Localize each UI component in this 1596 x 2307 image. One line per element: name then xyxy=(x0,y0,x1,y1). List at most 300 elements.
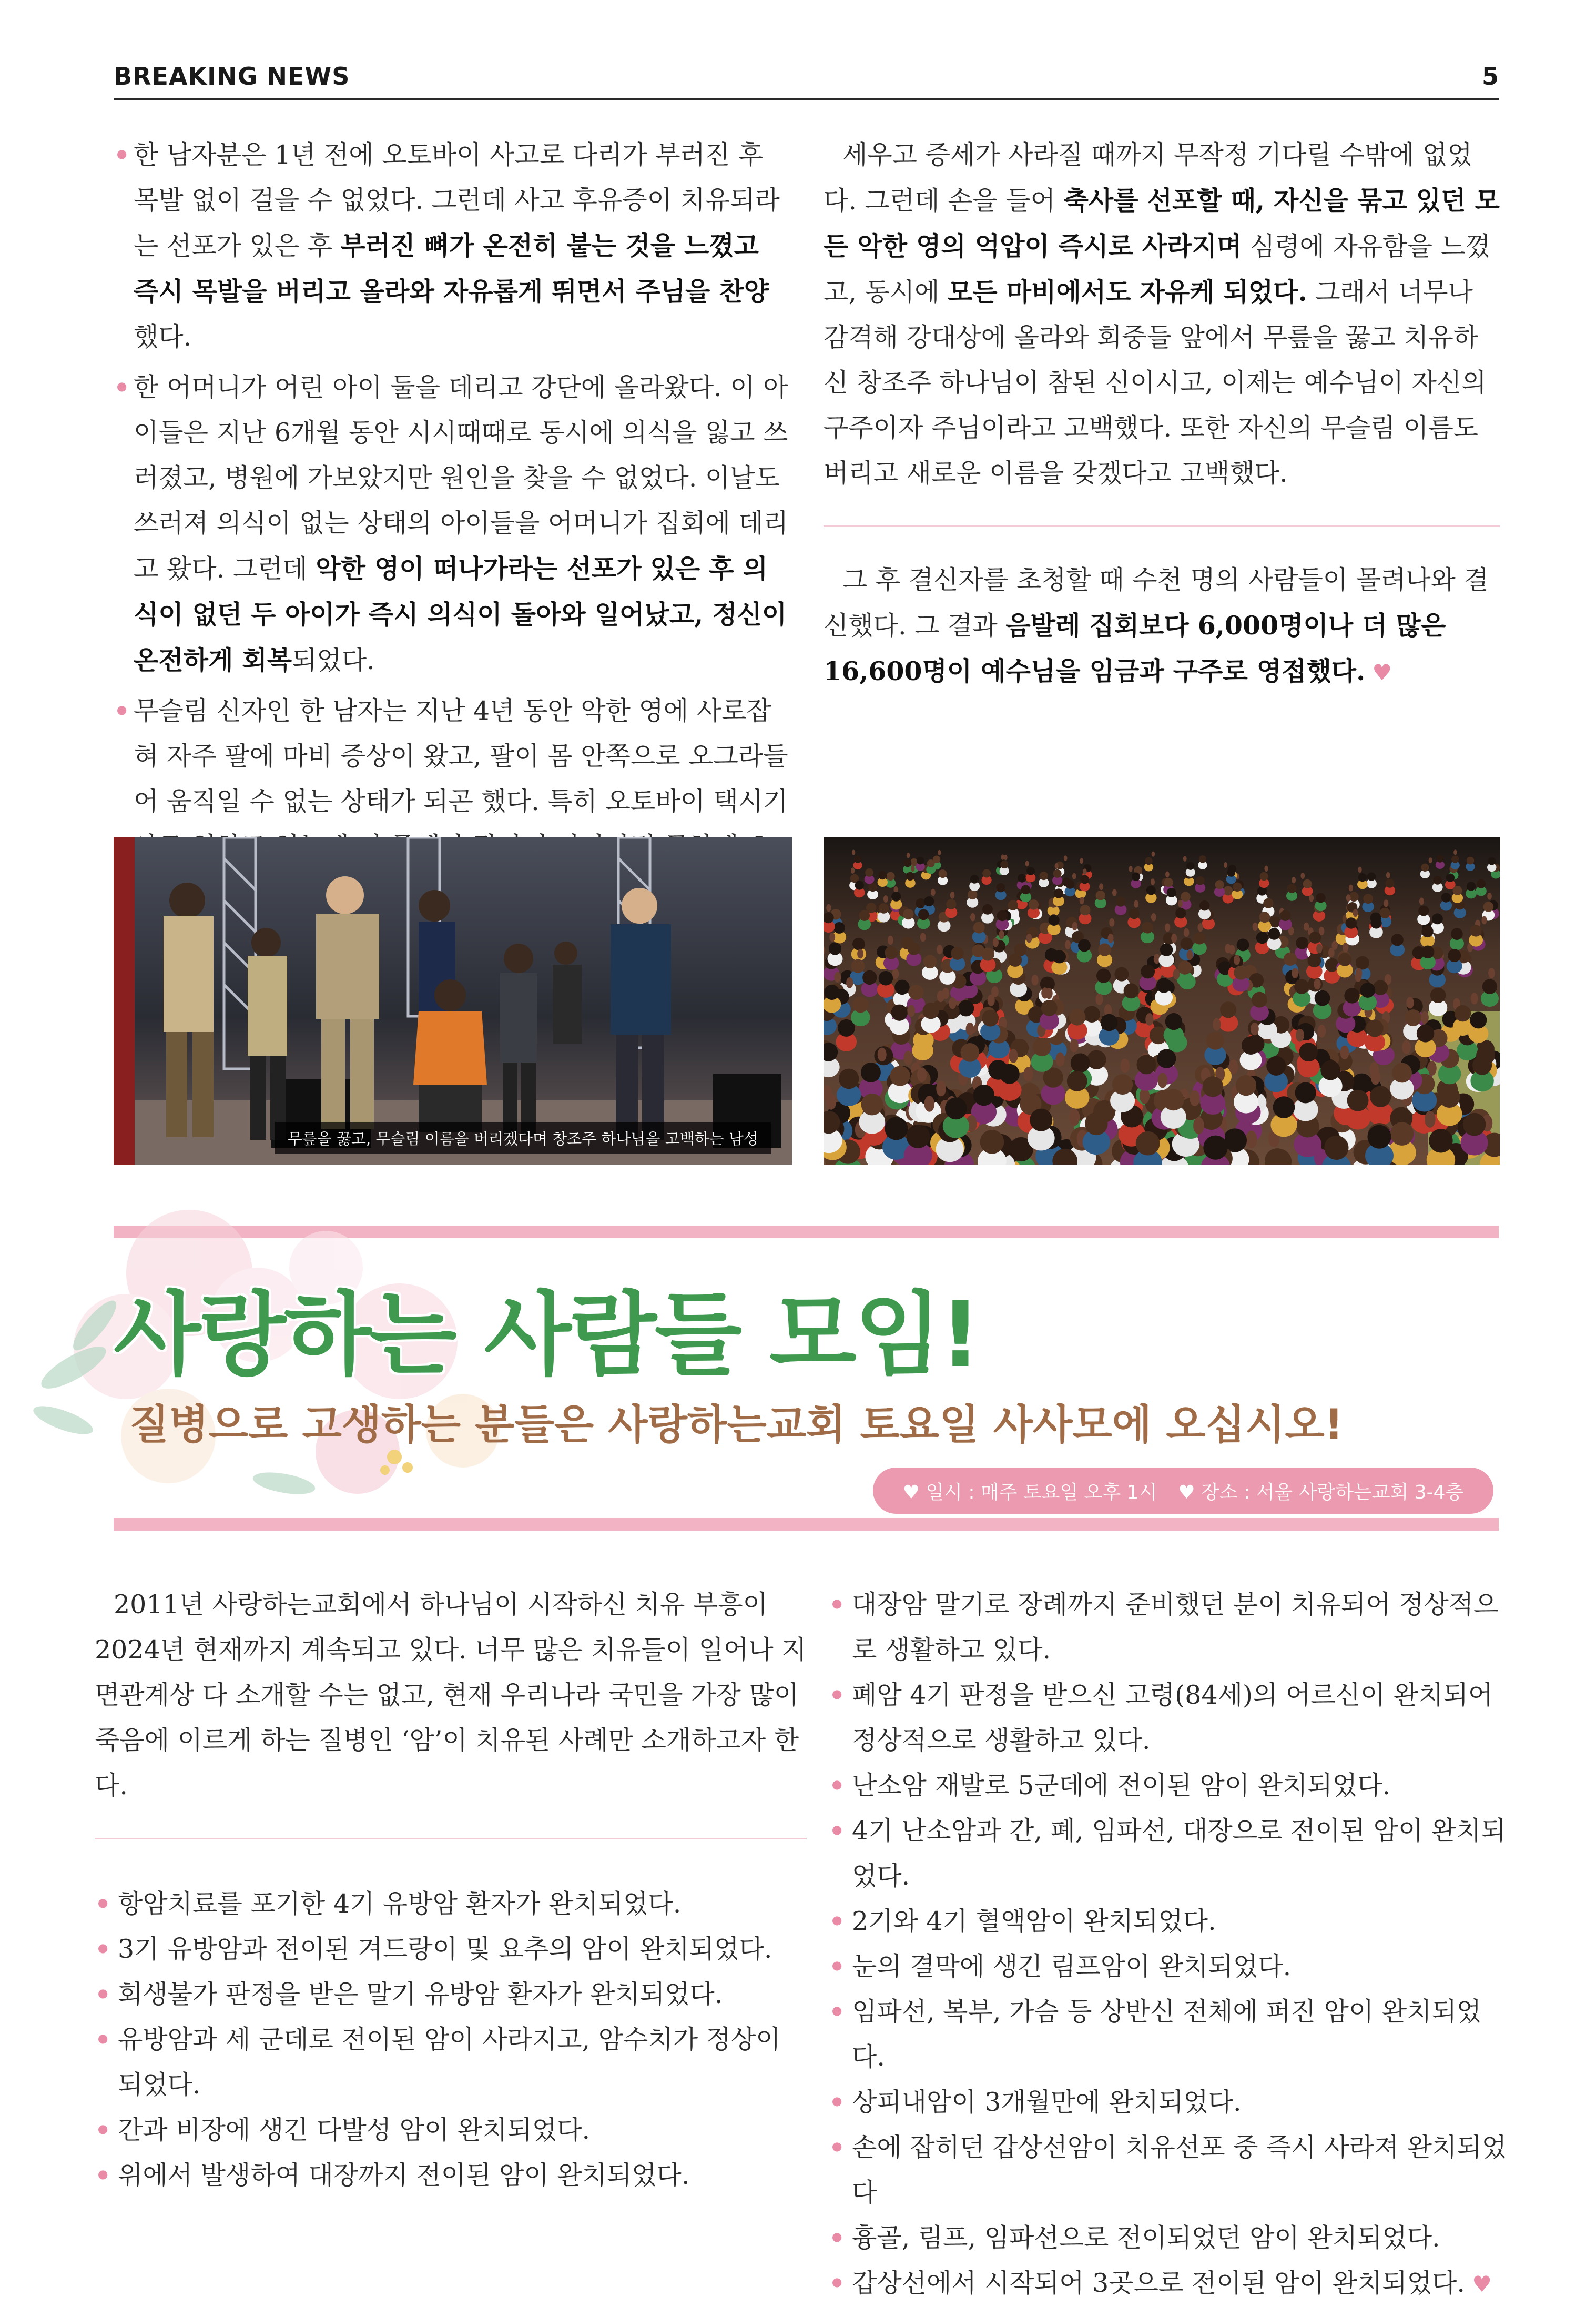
list-item-text: 손에 잡히던 갑상선암이 치유선포 중 즉시 사라져 완치되었다 xyxy=(852,2132,1507,2208)
crowd-figure xyxy=(1453,849,1457,855)
crowd-figure xyxy=(1292,968,1298,978)
list-item xyxy=(829,2080,1507,2125)
crowd-figure xyxy=(927,859,935,867)
crowd-figure xyxy=(951,947,964,960)
crowd-figure xyxy=(1165,1013,1182,1030)
crowd-figure xyxy=(1429,857,1432,863)
banner-bottom-bar xyxy=(114,1518,1499,1531)
crowd-figure xyxy=(1236,1075,1256,1096)
bullet-icon: • xyxy=(829,2087,846,2118)
crowd-figure xyxy=(1346,894,1351,902)
crowd-figure xyxy=(829,933,835,942)
crowd-figure xyxy=(923,1003,939,1019)
crowd-figure xyxy=(920,933,926,942)
crowd-figure xyxy=(1260,872,1268,881)
crowd-figure xyxy=(1087,1050,1106,1069)
crowd-figure xyxy=(1234,955,1240,965)
crowd-figure xyxy=(1023,1067,1033,1082)
list-item xyxy=(829,2125,1507,2215)
crowd-figure xyxy=(1370,1086,1391,1107)
crowd-figure xyxy=(1142,922,1153,934)
list-item xyxy=(95,1972,807,2017)
crowd-figure xyxy=(891,1005,908,1021)
crowd-figure xyxy=(1064,855,1068,861)
crowd-figure xyxy=(1136,1055,1156,1074)
crowd-figure xyxy=(1178,900,1183,907)
crowd-figure xyxy=(1482,979,1497,994)
bullet-icon: • xyxy=(95,2115,111,2146)
crowd-figure xyxy=(1441,893,1451,903)
list-item-text: 임파선, 복부, 가슴 등 상반신 전체에 퍼진 암이 완치되었다. xyxy=(852,1997,1482,2072)
crowd-figure xyxy=(1343,943,1348,952)
crowd-figure xyxy=(1197,923,1203,932)
article-column-right xyxy=(824,133,1500,695)
bullet-icon: • xyxy=(829,1590,846,1620)
crowd-figure xyxy=(1186,862,1194,870)
crowd-figure xyxy=(906,1125,930,1148)
page-number: 5 xyxy=(1481,62,1499,90)
crowd-figure xyxy=(1439,1086,1460,1108)
crowd-figure xyxy=(885,946,898,959)
article-conclusion xyxy=(824,558,1500,695)
crowd-figure xyxy=(1220,1001,1236,1018)
list-item xyxy=(95,2153,807,2198)
crowd-figure xyxy=(950,892,955,899)
stage-photo xyxy=(114,837,792,1165)
crowd-figure xyxy=(879,971,893,985)
crowd-figure xyxy=(1114,967,1129,982)
crowd-figure xyxy=(1158,1073,1167,1088)
crowd-figure xyxy=(1346,917,1357,928)
crowd-figure xyxy=(1053,950,1066,963)
crowd-figure xyxy=(1331,940,1337,950)
crowd-figure xyxy=(1116,897,1126,907)
crowd-figure xyxy=(1206,1031,1224,1049)
crowd-figure xyxy=(966,1023,974,1035)
crowd-figure xyxy=(1181,892,1191,902)
crowd-figure xyxy=(1190,1090,1199,1106)
crowd-figure xyxy=(861,1094,883,1115)
crowd-figure xyxy=(1256,932,1268,944)
crowd-figure xyxy=(1296,937,1308,949)
crowd-figure xyxy=(917,857,924,865)
emphasis-text: 축사를 선포할 때, 자신을 묶고 있던 모든 악한 영의 억압이 즉시로 사라지며 xyxy=(824,185,1500,261)
list-item-text: 유방암과 세 군데로 전이된 암이 사라지고, 암수치가 정상이 되었다. xyxy=(118,2025,781,2100)
crowd-figure xyxy=(1009,1049,1018,1063)
event-place: ♥ 장소 : 서울 사랑하는교회 3-4층 xyxy=(1178,1481,1464,1503)
crowd-figure xyxy=(1101,1014,1117,1031)
crowd-figure xyxy=(1193,932,1205,944)
crowd-figure xyxy=(1347,1090,1369,1111)
divider xyxy=(824,525,1500,527)
crowd-figure xyxy=(1488,857,1496,865)
section-title: BREAKING NEWS xyxy=(114,62,350,90)
crowd-figure xyxy=(1268,928,1280,940)
crowd-figure xyxy=(982,1010,999,1027)
event-info-pill xyxy=(873,1468,1493,1514)
crowd-figure xyxy=(1029,899,1039,909)
crowd-figure xyxy=(1344,988,1359,1003)
list-item xyxy=(95,1881,807,1927)
crowd-figure xyxy=(829,942,841,955)
crowd-figure xyxy=(1124,983,1139,998)
crowd-figure xyxy=(1390,1122,1414,1146)
crowd-figure xyxy=(1234,966,1248,980)
crowd-figure xyxy=(885,1117,908,1140)
crowd-figure xyxy=(1320,1060,1340,1080)
crowd-figure xyxy=(1069,1109,1080,1126)
crowd-figure xyxy=(1132,873,1140,881)
crowd-figure xyxy=(988,995,995,1006)
crowd-figure xyxy=(1152,852,1155,857)
crowd-figure xyxy=(1187,950,1193,960)
list-item xyxy=(829,1763,1507,1808)
crowd-figure xyxy=(1392,1063,1412,1083)
crowd-figure xyxy=(1421,1011,1429,1024)
crowd-figure xyxy=(1129,866,1132,872)
crowd-figure xyxy=(1165,871,1170,877)
crowd-figure xyxy=(1367,872,1376,881)
crowd-figure xyxy=(958,1000,974,1017)
crowd-figure xyxy=(1083,868,1086,875)
crowd-figure xyxy=(1108,934,1114,943)
crowd-figure xyxy=(946,899,956,909)
crowd-figure xyxy=(1096,891,1105,900)
bullet-icon: • xyxy=(95,2160,111,2191)
crowd-figure xyxy=(1112,1074,1133,1095)
crowd-figure xyxy=(961,1043,980,1062)
crowd-figure xyxy=(1229,1059,1238,1074)
list-item-text: 3기 유방암과 전이된 겨드랑이 및 요추의 암이 완치되었다. xyxy=(118,1934,772,1964)
crowd-figure xyxy=(1263,898,1273,908)
crowd-figure xyxy=(851,867,855,874)
crowd-figure xyxy=(1470,1011,1487,1028)
body-text: 한 남자분은 1년 전에 오토바이 사고로 다리가 부러진 후 목발 없이 걸을 수 없었다. 그런데 사고 후유증이 치유되라는 선포가 있은 후 xyxy=(134,140,780,261)
crowd-figure xyxy=(1467,882,1476,891)
body-text: 한 어머니가 어린 아이 둘을 데리고 강단에 올라왔다. 이 아이들은 지난 6개월 동안 시시때때로 동시에 의식을 잃고 쓰러졌고, 병원에 가보았지만 원인을 찾을 수 없었다. 이날도 쓰러져 의식이 없는 상태의 아이들을 어머니가 집회에 데리고 왔다. 그런데 xyxy=(134,372,789,584)
bullet-icon: • xyxy=(829,2132,846,2163)
crowd-figure xyxy=(1080,897,1084,904)
bullet-icon: • xyxy=(829,1997,846,2027)
cancer-list-left xyxy=(95,1881,807,2198)
crowd-figure xyxy=(1488,968,1495,978)
list-item-text: 2기와 4기 혈액암이 완치되었다. xyxy=(852,1906,1216,1936)
bullet-icon: • xyxy=(829,1816,846,1846)
header-rule xyxy=(114,98,1499,100)
crowd-figure xyxy=(1402,1040,1411,1054)
crowd-figure xyxy=(1349,885,1353,892)
crowd-figure xyxy=(1033,1038,1051,1056)
list-item-text: 흉골, 림프, 임파선으로 전이되었던 암이 완치되었다. xyxy=(852,2223,1440,2253)
crowd-figure xyxy=(996,883,1005,893)
crowd-figure xyxy=(1446,873,1455,882)
crowd-figure xyxy=(938,850,941,855)
crowd-figure xyxy=(1384,899,1388,907)
crowd-figure xyxy=(1233,883,1242,892)
crowd-figure xyxy=(1370,917,1381,928)
crowd-figure xyxy=(851,959,865,973)
crowd-figure xyxy=(1193,1117,1204,1134)
crowd-figure xyxy=(993,938,999,947)
crowd-figure xyxy=(997,910,1008,922)
body-text: 했다. xyxy=(134,322,192,352)
list-item xyxy=(95,2017,807,2108)
crowd-figure xyxy=(1419,897,1424,905)
list-item-text: 눈의 결막에 생긴 림프암이 완치되었다. xyxy=(852,1951,1292,1981)
crowd-figure xyxy=(1253,923,1258,931)
crowd-photo xyxy=(824,837,1500,1165)
crowd-figure xyxy=(888,936,893,945)
crowd-figure xyxy=(1421,926,1433,937)
crowd-figure xyxy=(890,1066,910,1086)
list-item xyxy=(829,1989,1507,2080)
crowd-figure xyxy=(1157,1049,1176,1068)
crowd-figure xyxy=(1175,908,1186,918)
crowd-figure xyxy=(1112,889,1117,896)
crowd-figure xyxy=(852,997,868,1013)
crowd-figure xyxy=(1358,867,1361,873)
crowd-figure xyxy=(834,972,841,983)
crowd-figure xyxy=(1041,1000,1058,1016)
crowd-figure xyxy=(1213,1018,1221,1031)
crowd-figure xyxy=(1284,953,1297,966)
crowd-figure xyxy=(1418,905,1429,916)
crowd-figure xyxy=(886,872,894,881)
crowd-figure xyxy=(968,890,977,899)
crowd-figure xyxy=(1026,867,1035,875)
intro-paragraph: 2011년 사랑하는교회에서 하나님이 시작하신 치유 부흥이 2024년 현재까지 계속되고 있다. 너무 많은 치유들이 일어나 지면관계상 다 소개할 수는 없고, 현재 우리나라 국민을 가장 많이 죽음에 이르게 하는 질병인 ‘암’이 치유된 사례만 소개하고자 한다. xyxy=(95,1590,807,1800)
crowd-figure xyxy=(1429,1129,1452,1152)
crowd-figure xyxy=(1251,1023,1259,1035)
crowd-figure xyxy=(906,872,914,881)
crowd-figure xyxy=(1481,916,1487,925)
crowd-figure xyxy=(1487,893,1492,900)
body-text: 무슬림 신자인 한 남자는 지난 4년 동안 악한 영에 사로잡혀 자주 팔에 마비 증상이 왔고, 팔이 몸 안쪽으로 오그라들어 움직일 수 없는 상태가 되곤 했다. 특히 오토바이 택시기 xyxy=(134,696,788,816)
crowd-figure xyxy=(1009,953,1022,966)
crowd-figure xyxy=(839,1069,859,1089)
testimony-item xyxy=(114,365,792,683)
crowd-figure xyxy=(1141,965,1155,979)
list-item-text: 위에서 발생하여 대장까지 전이된 암이 완치되었다. xyxy=(118,2160,690,2190)
bullet-icon: • xyxy=(829,2268,846,2299)
crowd-figure xyxy=(824,985,839,1000)
crowd-figure xyxy=(1314,978,1320,989)
crowd-figure xyxy=(1356,956,1369,970)
crowd-figure xyxy=(826,1094,837,1109)
crowd-figure xyxy=(1040,872,1048,880)
crowd-figure xyxy=(1224,862,1227,868)
list-item xyxy=(829,2215,1507,2261)
crowd-figure xyxy=(1163,1089,1184,1110)
bullet-icon: • xyxy=(95,1889,111,1919)
list-item-text: 난소암 재발로 5군데에 전이된 암이 완치되었다. xyxy=(852,1770,1390,1800)
crowd-figure xyxy=(846,977,853,988)
crowd-figure xyxy=(854,855,861,863)
crowd-figure xyxy=(939,869,947,878)
crowd-figure xyxy=(1252,992,1267,1008)
crowd-figure xyxy=(1451,928,1463,940)
crowd-figure xyxy=(1008,900,1018,910)
body-text: 세우고 증세가 사라질 때까지 무작정 기다릴 수밖에 없었다. 그런데 손을 들어 xyxy=(824,140,1472,216)
crowd-figure xyxy=(1317,1025,1326,1038)
crowd-figure xyxy=(1160,943,1173,956)
crowd-figure xyxy=(1373,980,1388,995)
crowd-figure xyxy=(1080,858,1083,864)
crowd-figure xyxy=(973,922,985,934)
crowd-figure xyxy=(1025,861,1029,866)
crowd-figure xyxy=(1308,954,1321,968)
crowd-figure xyxy=(1421,946,1435,959)
list-item xyxy=(829,1899,1507,1944)
bullet-icon: • xyxy=(114,372,130,403)
crowd-figure xyxy=(878,1048,887,1062)
crowd-figure xyxy=(982,904,993,915)
crowd-figure xyxy=(1385,879,1394,888)
crowd-figure xyxy=(1215,880,1224,889)
emphasis-text: 악한 영이 떠나가라는 선포가 있은 후 의식이 없던 두 아이가 즉시 의식이 돌아와 일어났고, 정신이 온전하게 회복 xyxy=(134,553,787,675)
crowd-figure xyxy=(1078,939,1091,952)
crowd-figure xyxy=(1095,994,1103,1005)
list-item-text: 상피내암이 3개월만에 완치되었다. xyxy=(852,2087,1242,2117)
crowd-figure xyxy=(1070,1039,1079,1053)
crowd-figure xyxy=(862,970,877,985)
crowd-figure xyxy=(1455,1005,1471,1021)
body-text: 그래서 너무나 감격해 강대상에 올라와 회중들 앞에서 무릎을 꿇고 치유하신 창조주 하나님이 참된 신이시고, 이제는 예수님이 자신의 구주이자 주님이라고 고백했다. 또한 자신의 무슬림 이름도 버리고 새로운 이름을 갖겠다고 고백했다. xyxy=(824,277,1487,488)
banner-subtitle: 질병으로 고생하는 분들은 사랑하는교회 토요일 사사모에 오십시오! xyxy=(129,1401,1344,1449)
crowd-figure xyxy=(1380,908,1390,918)
list-item xyxy=(829,1582,1507,1673)
crowd-figure xyxy=(1151,913,1156,921)
photo-caption: 무릎을 꿇고, 무슬림 이름을 버리겠다며 창조주 하나님을 고백하는 남성 xyxy=(275,1122,771,1154)
crowd-figure xyxy=(945,1097,967,1119)
crowd-figure xyxy=(1355,971,1361,982)
list-item-text: 대장암 말기로 장례까지 준비했던 분이 치유되어 정상적으로 생활하고 있다. xyxy=(852,1590,1499,1665)
list-item xyxy=(829,1673,1507,1763)
crowd-figure xyxy=(970,913,975,921)
crowd-figure xyxy=(1264,866,1268,872)
crowd-figure xyxy=(1299,1043,1318,1061)
crowd-figure xyxy=(1463,1113,1486,1136)
crowd-figure xyxy=(1053,869,1062,878)
crowd-figure xyxy=(1292,877,1296,883)
crowd-figure xyxy=(1146,886,1156,895)
crowd-figure xyxy=(1391,934,1404,946)
crowd-figure xyxy=(1098,943,1111,956)
crowd-figure xyxy=(923,955,937,969)
crowd-figure xyxy=(1165,923,1170,932)
crowd-figure xyxy=(1069,1009,1086,1026)
crowd-figure xyxy=(1432,913,1443,924)
crowd-figure xyxy=(1287,884,1297,893)
crowd-figure xyxy=(1316,944,1323,953)
crowd-figure xyxy=(891,892,901,902)
crowd-figure xyxy=(1451,855,1459,863)
crowd-figure xyxy=(982,869,991,877)
crowd-figure xyxy=(1145,857,1153,865)
crowd-figure xyxy=(911,866,914,872)
crowd-figure xyxy=(1406,997,1414,1008)
crowd-figure xyxy=(1196,876,1205,885)
crowd-figure xyxy=(1072,922,1077,930)
crowd-figure xyxy=(903,909,913,919)
crowd-figure xyxy=(1430,988,1446,1003)
crowd-figure xyxy=(1030,1109,1052,1131)
crowd-figure xyxy=(1183,856,1187,862)
heart-icon: ♥ xyxy=(1465,2271,1492,2297)
crowd-figure xyxy=(1032,975,1039,985)
crowd-figure xyxy=(1199,855,1206,863)
divider xyxy=(95,1838,807,1839)
crowd-figure xyxy=(1145,1013,1153,1026)
list-item-text: 4기 난소암과 간, 폐, 임파선, 대장으로 전이된 암이 완치되었다. xyxy=(852,1816,1506,1891)
crowd-figure xyxy=(1242,1036,1260,1055)
crowd-figure xyxy=(1471,993,1478,1004)
list-item xyxy=(829,2261,1507,2307)
event-time: ♥ 일시 : 매주 토요일 오후 1시 xyxy=(902,1481,1157,1503)
crowd-figure xyxy=(1227,868,1235,877)
crowd-figure xyxy=(1134,900,1138,908)
crowd-figure xyxy=(1316,893,1326,903)
emphasis-text: 모든 마비에서도 자유케 되었다. xyxy=(948,277,1307,307)
crowd-figure xyxy=(1315,990,1330,1006)
bullet-icon: • xyxy=(829,1680,846,1711)
crowd-figure xyxy=(904,859,912,867)
crowd-figure xyxy=(826,904,831,912)
crowd-figure xyxy=(907,853,910,858)
crowd-figure xyxy=(937,991,944,1003)
crowd-figure xyxy=(907,1005,915,1017)
crowd-figure xyxy=(970,875,979,884)
crowd-figure xyxy=(1184,928,1190,937)
crowd-figure xyxy=(1084,1006,1100,1023)
crowd-figure xyxy=(1167,888,1176,897)
crowd-figure xyxy=(859,910,870,921)
crowd-figure xyxy=(1049,915,1060,926)
crowd-figure xyxy=(1080,875,1089,884)
crowd-figure xyxy=(1246,1130,1257,1148)
crowd-figure xyxy=(1433,876,1442,885)
crowd-figure xyxy=(1309,932,1321,944)
crowd-figure xyxy=(1096,969,1111,983)
crowd-figure xyxy=(1280,910,1291,921)
crowd-figure xyxy=(937,945,943,954)
crowd-figure xyxy=(1203,1136,1227,1160)
crowd-figure xyxy=(1229,945,1235,955)
cancer-column-right xyxy=(829,1582,1507,2307)
crowd-figure xyxy=(1353,909,1358,917)
bullet-icon: • xyxy=(829,2223,846,2253)
crowd-figure xyxy=(1417,1025,1435,1043)
list-item-text: 폐암 4기 판정을 받으신 고령(84세)의 어르신이 완치되어 정상적으로 생활하고 있다. xyxy=(852,1680,1493,1755)
bullet-icon: • xyxy=(829,1770,846,1801)
crowd-figure xyxy=(1071,1053,1090,1072)
banner-title: 사랑하는 사람들 모임! xyxy=(114,1282,979,1388)
crowd-figure xyxy=(878,871,887,879)
crowd-figure xyxy=(1171,934,1177,943)
bullet-icon: • xyxy=(114,696,130,726)
crowd-figure xyxy=(1273,1096,1295,1118)
crowd-figure xyxy=(879,903,889,914)
crowd-figure xyxy=(1421,864,1429,872)
crowd-figure xyxy=(1072,873,1076,879)
body-text: 그 후 결신자를 초청할 때 수천 명의 사람들이 몰려나와 결신했다. 그 결과 xyxy=(824,565,1489,641)
list-item-text: 항암치료를 포기한 4기 유방암 환자가 완치되었다. xyxy=(118,1889,682,1919)
crowd-figure xyxy=(861,1063,881,1082)
crowd-figure xyxy=(1452,886,1462,895)
crowd-figure xyxy=(1000,1064,1020,1084)
crowd-photo-illustration xyxy=(824,837,1500,1165)
crowd-figure xyxy=(1363,894,1373,904)
